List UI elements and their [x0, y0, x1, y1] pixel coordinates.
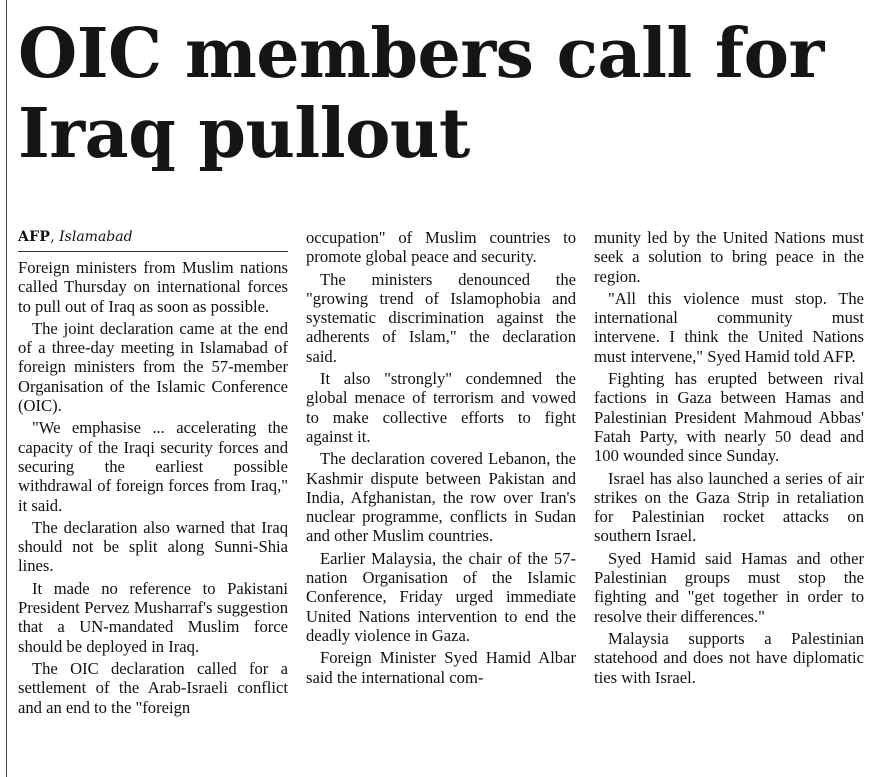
paragraph: The ministers denounced the "growing trend of Islamophobia and systematic discrimination against the adherents of Islam," the declaration said.: [306, 269, 576, 366]
page-edge-rule: [6, 0, 7, 777]
column-1: [18, 228, 288, 768]
headline: OIC members call for Iraq pullout: [18, 14, 824, 174]
paragraph: Syed Hamid said Hamas and other Palestinian groups must stop the fighting and "get together in order to resolve their differences.": [594, 548, 864, 626]
byline-agency: AFP: [18, 229, 51, 245]
paragraph: Earlier Malaysia, the chair of the 57-nation Organisation of the Islamic Conference, Friday urged immediate United Nations intervention to end the deadly violence in Gaza.: [306, 548, 576, 645]
paragraph: Foreign Minister Syed Hamid Albar said the international com-: [306, 648, 576, 687]
article-body: [18, 228, 884, 768]
byline: [18, 228, 288, 252]
column-2: [306, 228, 576, 768]
byline-separator: ,: [50, 229, 60, 245]
byline-location: Islamabad: [59, 229, 133, 245]
paragraph: The joint declaration came at the end of a three-day meeting in Islamabad of foreign ministers from the 57-member Organisation of the Islamic Conference (OIC).: [18, 318, 288, 416]
paragraph: The declaration covered Lebanon, the Kashmir dispute between Pakistan and India, Afghanistan, the row over Iran's nuclear programme, conflicts in Sudan and other Muslim countries.: [306, 449, 576, 546]
paragraph: Malaysia supports a Palestinian statehood and does not have diplomatic ties with Israel.: [594, 628, 864, 687]
paragraph: munity led by the United Nations must seek a solution to bring peace in the region.: [594, 228, 864, 286]
paragraph: It also "strongly" condemned the global menace of terrorism and vowed to make collective efforts to fight against it.: [306, 369, 576, 446]
paragraph: It made no reference to Pakistani President Pervez Musharraf's suggestion that a UN-mandated Muslim force should be deployed in Iraq.: [18, 578, 288, 656]
paragraph: The OIC declaration called for a settlement of the Arab-Israeli conflict and an end to the "foreign: [18, 658, 288, 717]
paragraph: occupation" of Muslim countries to promote global peace and security.: [306, 228, 576, 267]
column-3: [594, 228, 864, 768]
paragraph: Foreign ministers from Muslim nations called Thursday on international forces to pull out of Iraq as soon as possible.: [18, 258, 288, 316]
paragraph: "All this violence must stop. The international community must intervene. I think the United Nations must intervene," Syed Hamid told AFP.: [594, 288, 864, 366]
paragraph: "We emphasise ... accelerating the capacity of the Iraqi security forces and securing the earliest possible withdrawal of foreign forces from Iraq," it said.: [18, 418, 288, 515]
paragraph: The declaration also warned that Iraq should not be split along Sunni-Shia lines.: [18, 517, 288, 576]
paragraph: Fighting has erupted between rival factions in Gaza between Hamas and Palestinian President Mahmoud Abbas' Fatah Party, with nearly 50 dead and 100 wounded since Sunday.: [594, 369, 864, 466]
paragraph: Israel has also launched a series of air strikes on the Gaza Strip in retaliation for Palestinian rocket attacks on southern Israel.: [594, 468, 864, 546]
